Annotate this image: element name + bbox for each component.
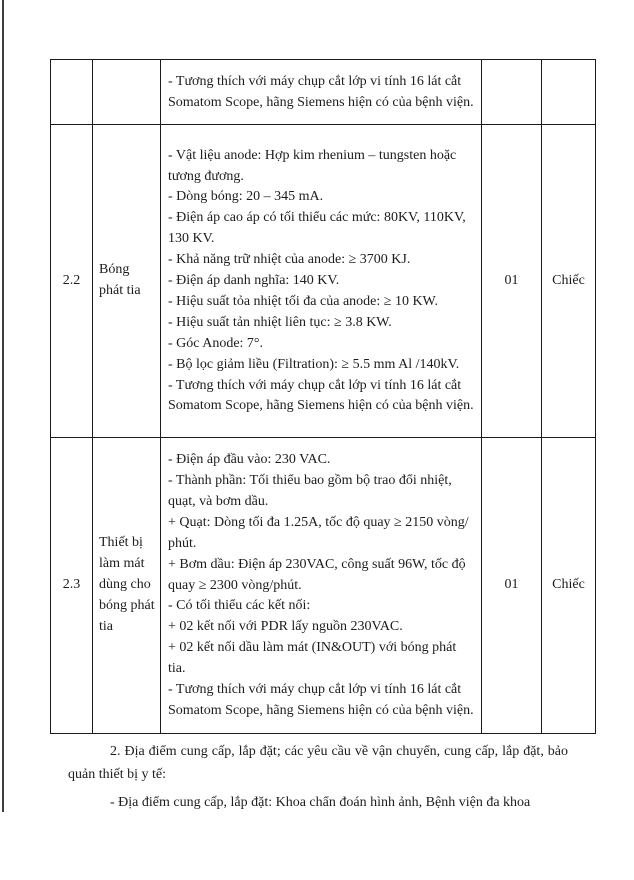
equipment-spec-table [50, 59, 596, 734]
section-heading: 2. Địa điểm cung cấp, lắp đặt; các yêu cầu về vận chuyển, cung cấp, lắp đặt, bảo quản thiết bị y tế: [68, 744, 568, 782]
stt-cell [51, 60, 93, 125]
specs-cell [161, 438, 482, 734]
spec-item: - Điện áp danh nghĩa: 140 KV. [168, 273, 340, 289]
spec-item: - Hiệu suất tỏa nhiệt tối đa của anode: ≥ 10 KW. [168, 293, 438, 309]
spec-item: - Điện áp đầu vào: 230 VAC. [168, 452, 331, 468]
spec-item: - Hiệu suất tản nhiệt liên tục: ≥ 3.8 KW. [168, 314, 392, 330]
stt-cell: 2.2 [51, 125, 93, 438]
spec-item: + 02 kết nối dầu làm mát (IN&OUT) với bóng phát tia. [168, 640, 457, 677]
scan-artifact-line [2, 0, 4, 812]
spec-item: - Tương thích với máy chụp cắt lớp vi tính 16 lát cắt Somatom Scope, hãng Siemens hiện có của bệnh viện. [168, 73, 474, 110]
stt-cell: 2.3 [51, 438, 93, 734]
spec-item: - Thành phần: Tối thiểu bao gồm bộ trao đổi nhiệt, quạt, và bơm dầu. [168, 473, 452, 509]
specs-cell [161, 125, 482, 438]
unit-cell [542, 60, 596, 125]
spec-item: + Quạt: Dòng tối đa 1.25A, tốc độ quay ≥ 2150 vòng/ phút. [168, 514, 469, 551]
table-row-2-3 [51, 438, 596, 734]
spec-item: - Tương thích với máy chụp cắt lớp vi tính 16 lát cắt Somatom Scope, hãng Siemens hiện có của bệnh viện. [168, 377, 474, 414]
spec-item: - Bộ lọc giảm liều (Filtration): ≥ 5.5 mm Al /140kV. [168, 356, 460, 372]
location-line: - Địa điểm cung cấp, lắp đặt: Khoa chẩn đoán hình ảnh, Bệnh viện đa khoa [110, 795, 531, 810]
spec-item: - Khả năng trữ nhiệt của anode: ≥ 3700 KJ. [168, 252, 411, 268]
unit-cell: Chiếc [542, 125, 596, 438]
quantity-cell: 01 [482, 125, 542, 438]
table-row-2-2 [51, 125, 596, 438]
spec-item: + Bơm dầu: Điện áp 230VAC, công suất 96W, tốc độ quay ≥ 2300 vòng/phút. [168, 556, 466, 593]
spec-item: - Góc Anode: 7°. [168, 335, 264, 351]
unit-cell: Chiếc [542, 438, 596, 734]
body-text-block [68, 741, 568, 815]
item-name-cell: Thiết bị làm mát dùng cho bóng phát tia [93, 438, 161, 734]
quantity-cell: 01 [482, 438, 542, 734]
specs-cell [161, 60, 482, 125]
quantity-cell [482, 60, 542, 125]
spec-item: - Tương thích với máy chụp cắt lớp vi tính 16 lát cắt Somatom Scope, hãng Siemens hiện có của bệnh viện. [168, 682, 474, 718]
table-row-continuation [51, 60, 596, 125]
spec-item: + 02 kết nối với PDR lấy nguồn 230VAC. [168, 619, 403, 635]
spec-item: - Vật liệu anode: Hợp kim rhenium – tungsten hoặc tương đương. [168, 147, 457, 184]
spec-item: - Có tối thiểu các kết nối: [168, 598, 311, 614]
item-name-cell [93, 60, 161, 125]
spec-item: - Điện áp cao áp có tối thiểu các mức: 80KV, 110KV, 130 KV. [168, 210, 466, 247]
spec-item: - Dòng bóng: 20 – 345 mA. [168, 189, 324, 205]
item-name-cell: Bóng phát tia [93, 125, 161, 438]
